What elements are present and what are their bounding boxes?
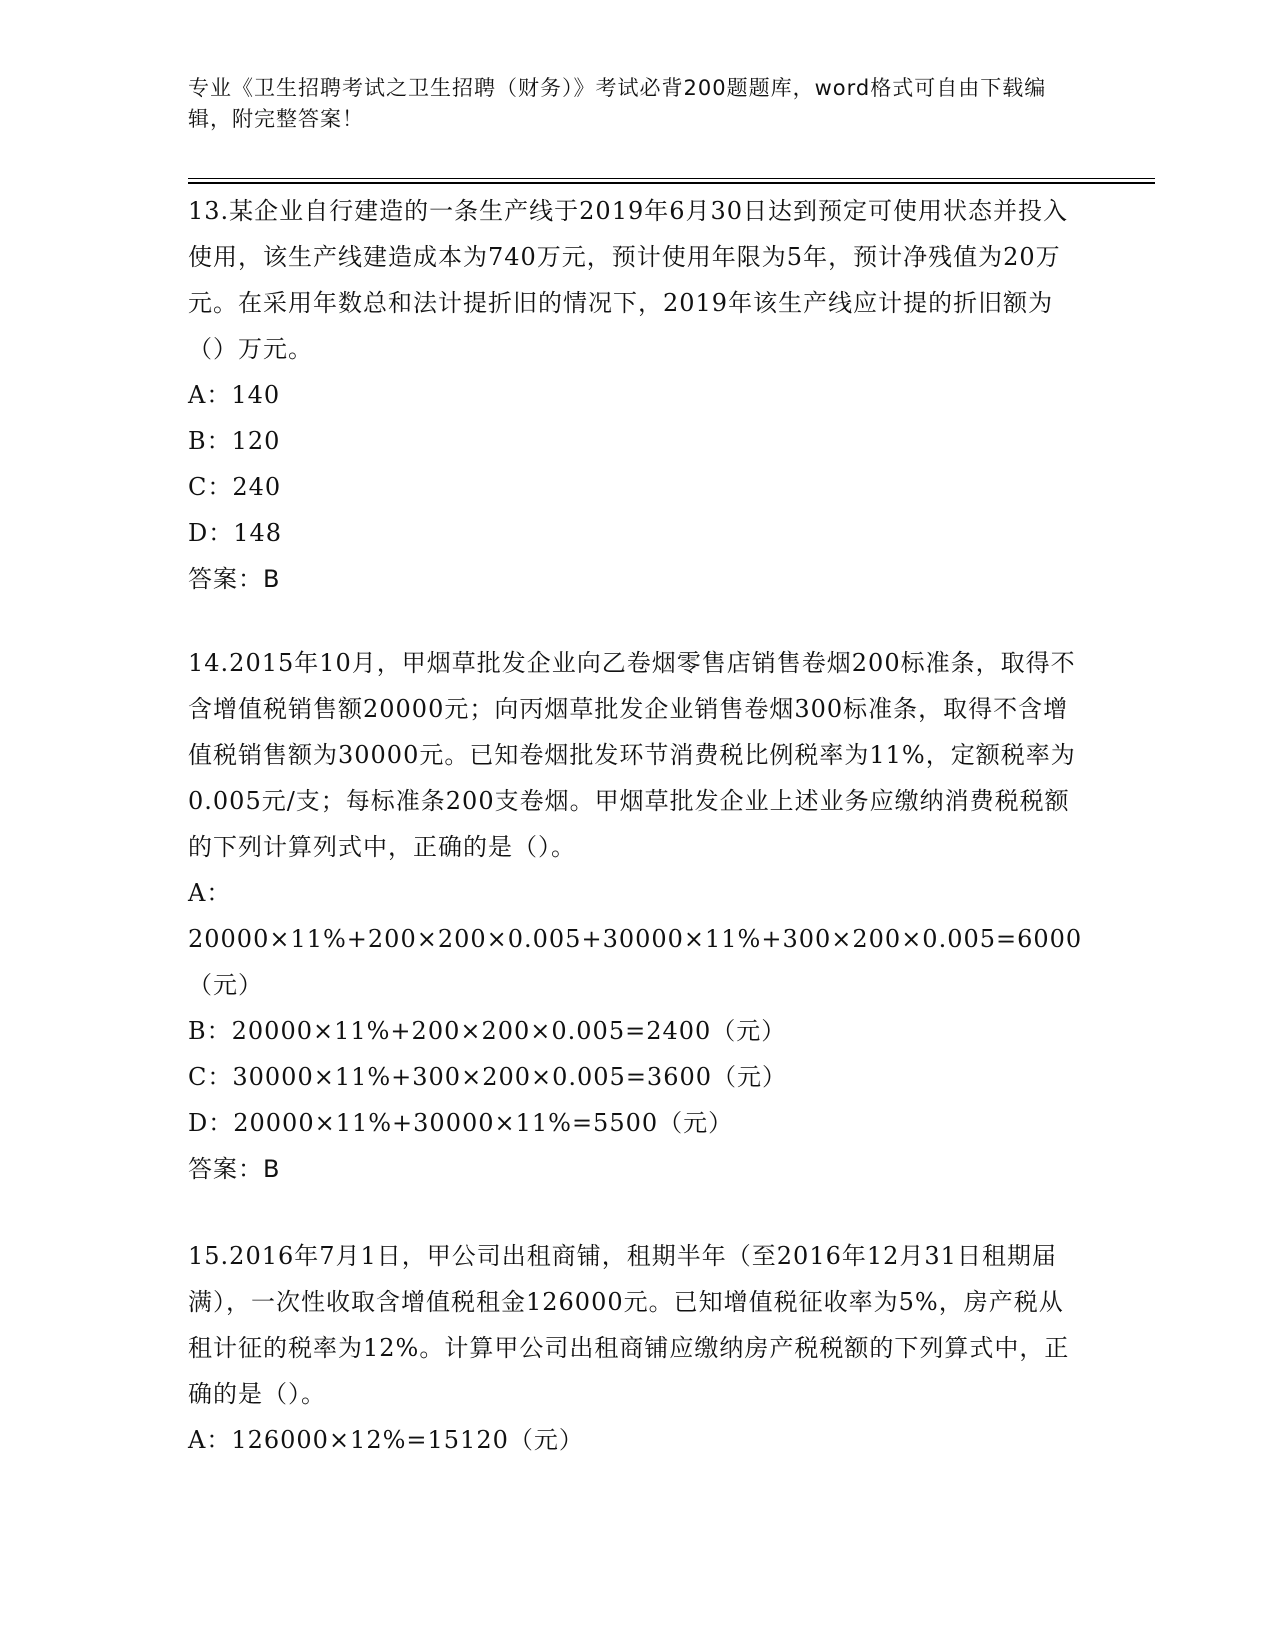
- divider-thin-line: [188, 178, 1155, 179]
- option-b: B：20000×11%+200×200×0.005=2400（元）: [188, 1017, 787, 1045]
- question-13: [188, 188, 1088, 602]
- answer-line: 答案：B: [188, 565, 281, 593]
- question-stem: 13.某企业自行建造的一条生产线于2019年6月30日达到预定可使用状态并投入使用，该生产线建造成本为740万元，预计使用年限为5年，预计净残值为20万元。在采用年数总和法计提折旧的情况下，2019年该生产线应计提的折旧额为（）万元。: [188, 197, 1069, 363]
- header-text: 专业《卫生招聘考试之卫生招聘（财务）》考试必背200题题库，word格式可自由下载编辑，附完整答案！: [188, 76, 1047, 131]
- option-b: B：120: [188, 427, 281, 455]
- answer-line: 答案：B: [188, 1155, 281, 1183]
- question-15: [188, 1233, 1088, 1463]
- question-stem: 14.2015年10月，甲烟草批发企业向乙卷烟零售店销售卷烟200标准条，取得不含增值税销售额20000元；向丙烟草批发企业销售卷烟300标准条，取得不含增值税销售额为30000元。已知卷烟批发环节消费税比例税率为11%，定额税率为0.005元/支；每标准条200支卷烟。甲烟草批发企业上述业务应缴纳消费税税额的下列计算列式中，正确的是（）。: [188, 649, 1076, 861]
- option-a: A：140: [188, 381, 281, 409]
- question-14: [188, 640, 1088, 1192]
- page-header: [188, 73, 1068, 135]
- option-c: C：30000×11%+300×200×0.005=3600（元）: [188, 1063, 788, 1091]
- option-d: D：20000×11%+30000×11%=5500（元）: [188, 1109, 734, 1137]
- option-a: A：126000×12%=15120（元）: [188, 1426, 584, 1454]
- question-stem: 15.2016年7月1日，甲公司出租商铺，租期半年（至2016年12月31日租期届满），一次性收取含增值税租金126000元。已知增值税征收率为5%，房产税从租计征的税率为12%。计算甲公司出租商铺应缴纳房产税税额的下列算式中，正确的是（）。: [188, 1242, 1070, 1408]
- option-c: C：240: [188, 473, 282, 501]
- option-a: A：20000×11%+200×200×0.005+30000×11%+300×200×0.005=6000（元）: [188, 879, 1083, 999]
- option-d: D：148: [188, 519, 283, 547]
- divider-thick-line: [188, 182, 1155, 184]
- header-divider: [188, 178, 1155, 185]
